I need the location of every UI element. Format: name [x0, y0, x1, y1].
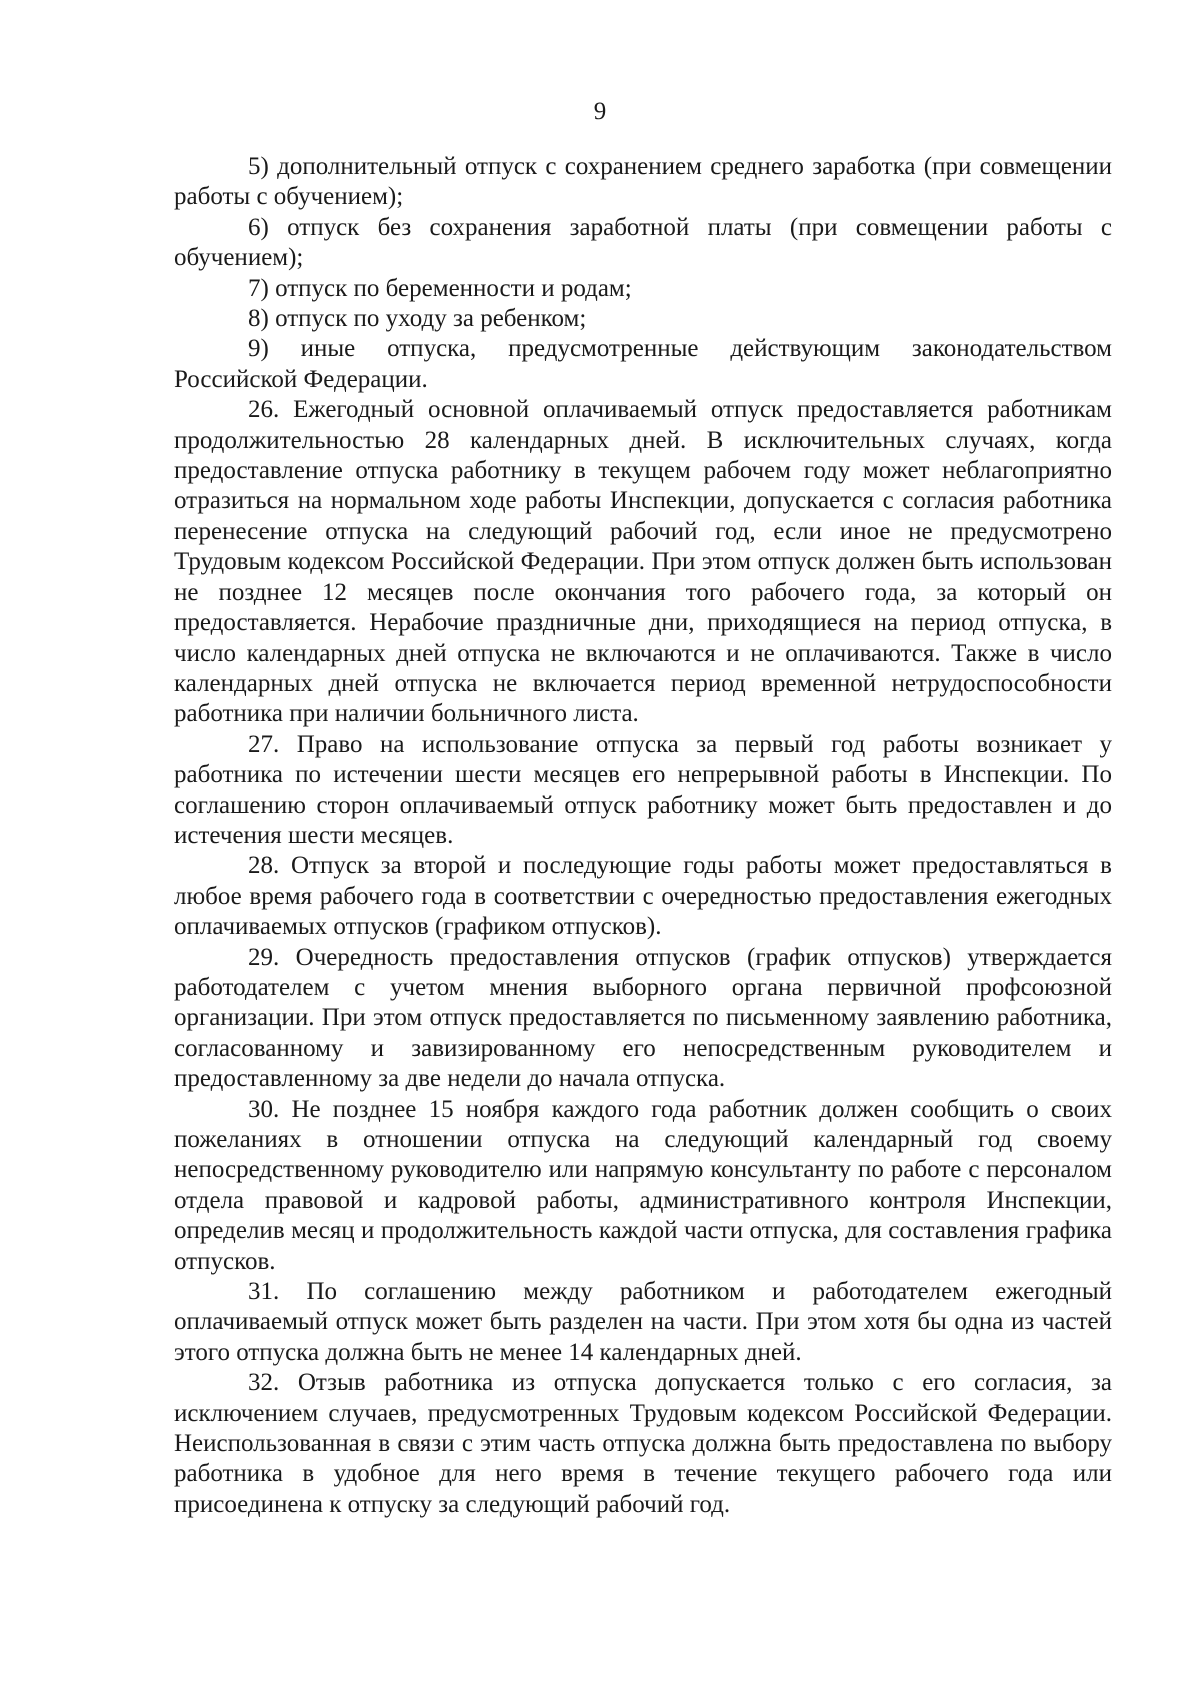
- paragraph-clause-29: 29. Очередность предоставления отпусков (график отпусков) утверждается работодателем с учетом мнения выборного органа первичной профсоюзной организации. При этом отпуск предоставляется по письменному заявлению работника, согласованному и завизированному его непосредственным руководителем и предоставленному за две недели до начала отпуска.: [174, 943, 1112, 1093]
- paragraph-item-7: 7) отпуск по беременности и родам;: [248, 274, 632, 302]
- page-number: 9: [593, 98, 607, 125]
- paragraph-item-5: 5) дополнительный отпуск с сохранением среднего заработка (при совмещении работы с обучением);: [174, 153, 1112, 211]
- paragraph-item-6: 6) отпуск без сохранения заработной платы (при совмещении работы с обучением);: [174, 213, 1112, 272]
- paragraph-item-9: 9) иные отпуска, предусмотренные действующим законодательством Российской Федерации.: [174, 335, 1112, 393]
- paragraph-item-8: 8) отпуск по уходу за ребенком;: [248, 305, 587, 333]
- paragraph-clause-28: 28. Отпуск за второй и последующие годы работы может предоставляться в любое время рабочего года в соответствии с очередностью предоставления ежегодных оплачиваемых отпусков (графиком отпусков).: [174, 852, 1112, 941]
- paragraph-clause-30: 30. Не позднее 15 ноября каждого года работник должен сообщить о своих пожеланиях в отношении отпуска на следующий календарный год своему непосредственному руководителю или напрямую консультанту по работе с персоналом отдела правовой и кадровой работы, административного контроля Инспекции, определив месяц и продолжительность каждой части отпуска, для составления графика отпусков.: [174, 1095, 1112, 1275]
- document-body: [174, 152, 1112, 1520]
- paragraph-clause-26: 26. Ежегодный основной оплачиваемый отпуск предоставляется работникам продолжительностью 28 календарных дней. В исключительных случаях, когда предоставление отпуска работнику в текущем рабочем году может неблагоприятно отразиться на нормальном ходе работы Инспекции, допускается с согласия работника перенесение отпуска на следующий рабочий год, если иное не предусмотрено Трудовым кодексом Российской Федерации. При этом отпуск должен быть использован не позднее 12 месяцев после окончания того рабочего года, за который он предоставляется. Нерабочие праздничные дни, приходящиеся на период отпуска, в число календарных дней отпуска не включаются и не оплачиваются. Также в число календарных дней отпуска не включается период временной нетрудоспособности работника при наличии больничного листа.: [174, 396, 1112, 728]
- paragraph-clause-27: 27. Право на использование отпуска за первый год работы возникает у работника по истечении шести месяцев его непрерывной работы в Инспекции. По соглашению сторон оплачиваемый отпуск работнику может быть предоставлен и до истечения шести месяцев.: [174, 730, 1112, 849]
- paragraph-clause-31: 31. По соглашению между работником и работодателем ежегодный оплачиваемый отпуск может быть разделен на части. При этом хотя бы одна из частей этого отпуска должна быть не менее 14 календарных дней.: [174, 1278, 1112, 1366]
- paragraph-clause-32: 32. Отзыв работника из отпуска допускается только с его согласия, за исключением случаев, предусмотренных Трудовым кодексом Российской Федерации. Неиспользованная в связи с этим часть отпуска должна быть предоставлена по выбору работника в удобное для него время в течение текущего рабочего года или присоединена к отпуску за следующий рабочий год.: [174, 1369, 1112, 1518]
